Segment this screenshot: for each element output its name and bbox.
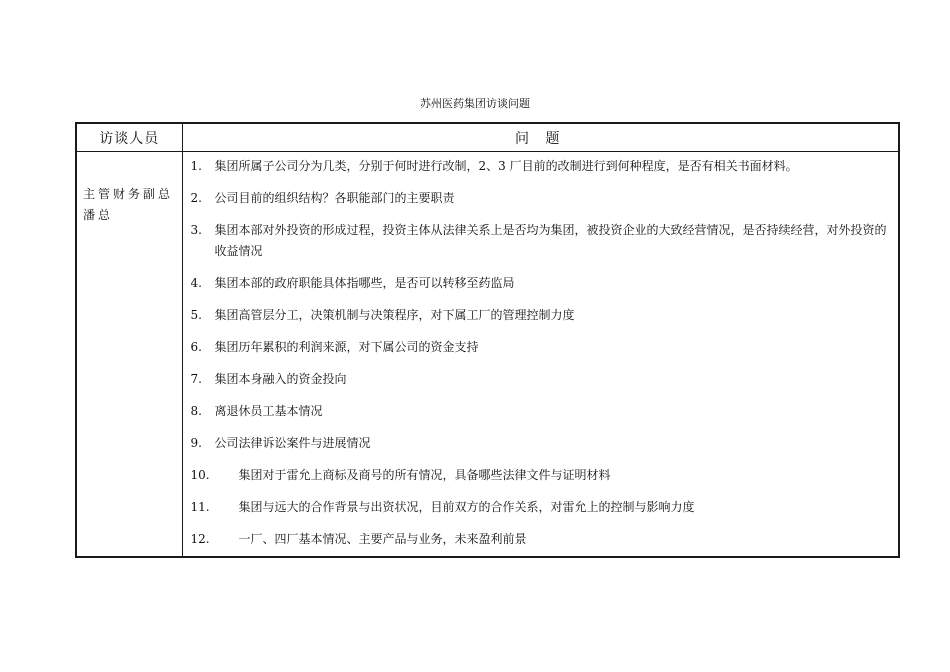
question-item xyxy=(191,220,891,262)
question-item xyxy=(191,188,891,209)
question-item xyxy=(191,273,891,294)
questions-cell xyxy=(182,152,899,558)
question-text: 离退休员工基本情况 xyxy=(214,404,323,418)
question-text: 公司法律诉讼案件与进展情况 xyxy=(214,436,371,450)
question-item xyxy=(191,337,891,358)
question-item xyxy=(191,401,891,422)
table-row xyxy=(76,152,899,558)
question-text: 集团本身融入的资金投向 xyxy=(214,372,347,386)
question-text: 集团本部对外投资的形成过程，投资主体从法律关系上是否均为集团，被投资企业的大致经营情况，是否持续经营，对外投资的收益情况 xyxy=(214,223,887,258)
question-number: 3. xyxy=(190,223,202,237)
header-questions: 问 题 xyxy=(182,123,899,152)
question-text: 集团对于雷允上商标及商号的所有情况，具备哪些法律文件与证明材料 xyxy=(238,468,611,482)
document-title: 苏州医药集团访谈问题 xyxy=(420,97,530,110)
question-text: 集团所属子公司分为几类，分别于何时进行改制，2、3 厂目前的改制进行到何种程度，是否有相关书面材料。 xyxy=(214,159,798,173)
question-item xyxy=(191,305,891,326)
question-item xyxy=(191,465,891,486)
question-number: 11. xyxy=(190,500,210,514)
question-number: 7. xyxy=(190,372,202,386)
question-text: 集团高管层分工，决策机制与决策程序，对下属工厂的管理控制力度 xyxy=(214,308,575,322)
question-item xyxy=(191,433,891,454)
question-text: 集团本部的政府职能具体指哪些，是否可以转移至药监局 xyxy=(214,276,515,290)
question-number: 10. xyxy=(190,468,210,482)
question-text: 一厂、四厂基本情况、主要产品与业务，未来盈利前景 xyxy=(238,532,527,546)
question-number: 5. xyxy=(190,308,202,322)
question-number: 9. xyxy=(190,436,202,450)
question-text: 集团与远大的合作背景与出资状况，目前双方的合作关系，对雷允上的控制与影响力度 xyxy=(238,500,695,514)
question-item xyxy=(191,369,891,390)
interviewee-name: 主管财务副总潘总 xyxy=(76,152,182,558)
question-number: 8. xyxy=(190,404,202,418)
question-text: 集团历年累积的利润来源，对下属公司的资金支持 xyxy=(214,340,479,354)
question-item xyxy=(191,156,891,177)
question-item xyxy=(191,529,891,550)
question-number: 12. xyxy=(190,532,210,546)
question-text: 公司目前的组织结构？各职能部门的主要职责 xyxy=(214,191,455,205)
table-header-row xyxy=(76,123,899,152)
question-number: 4. xyxy=(190,276,202,290)
question-item xyxy=(191,497,891,518)
header-interviewee: 访谈人员 xyxy=(76,123,182,152)
question-number: 2. xyxy=(190,191,202,205)
question-list xyxy=(191,156,891,550)
question-number: 1. xyxy=(190,159,202,173)
interview-questions-table xyxy=(75,122,900,558)
question-number: 6. xyxy=(190,340,202,354)
